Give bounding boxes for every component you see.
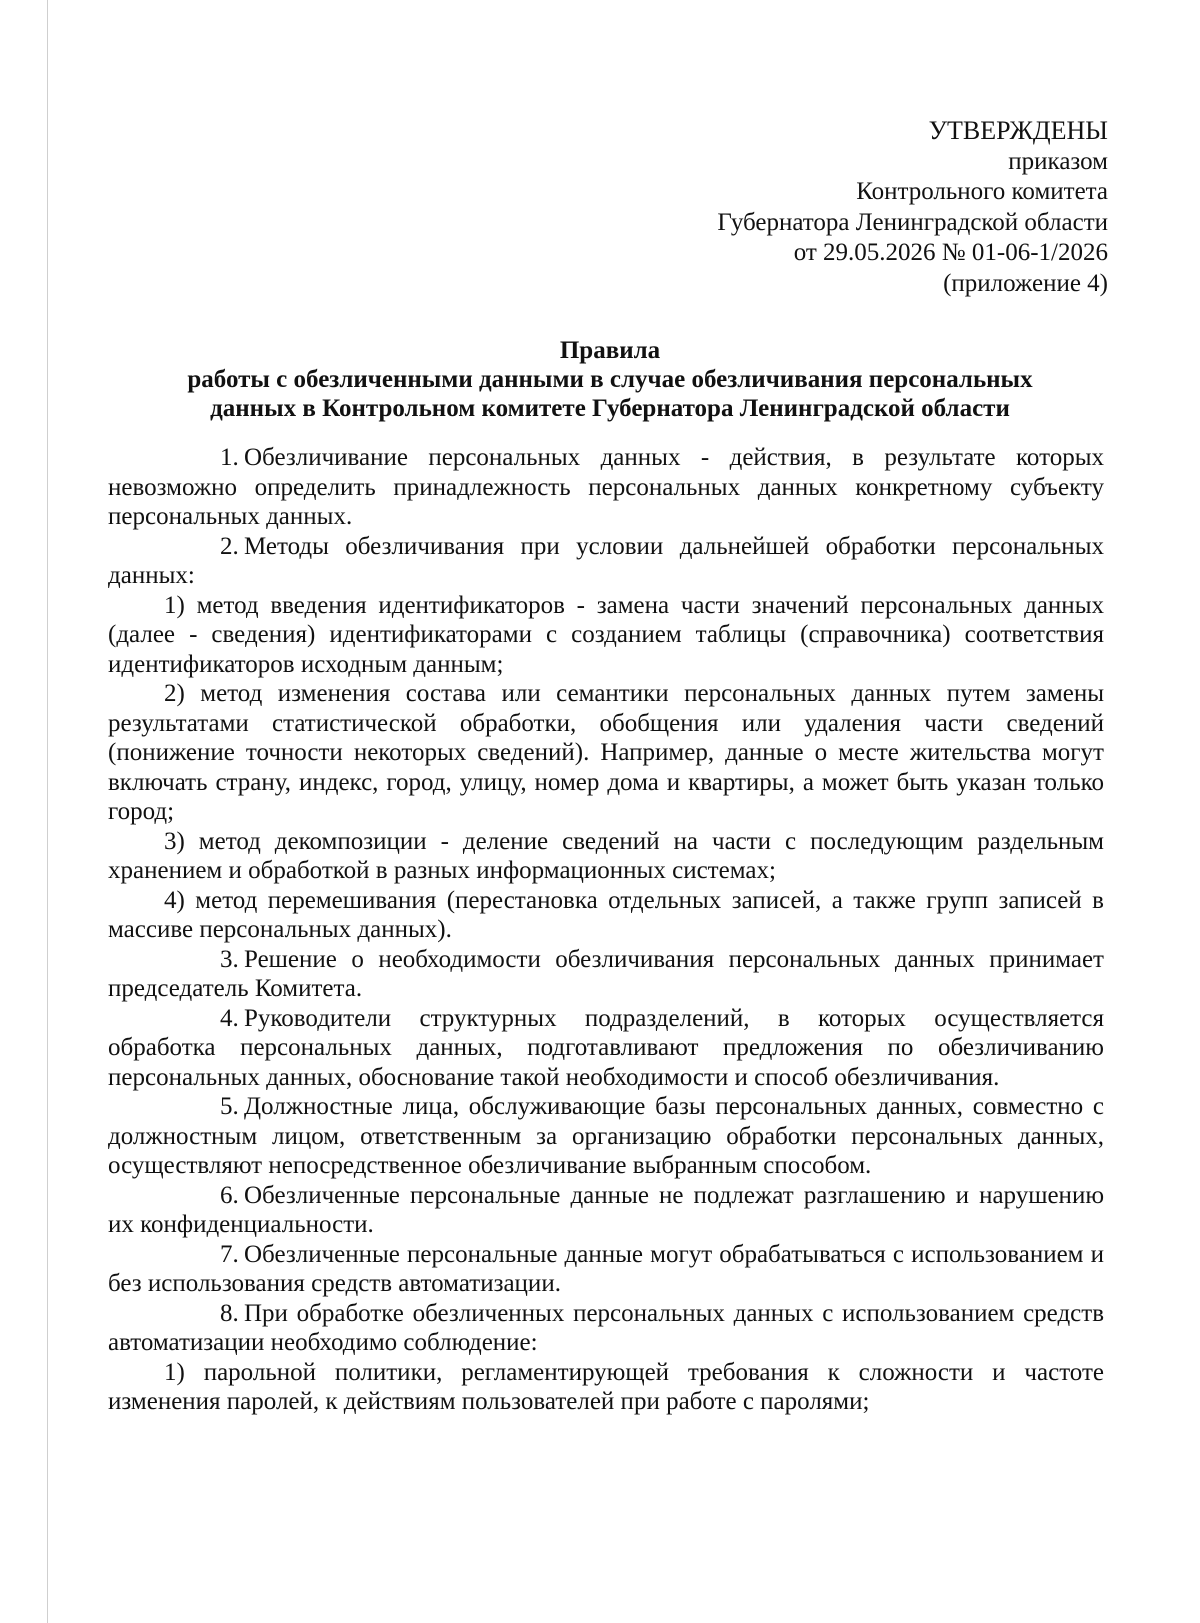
- paragraph-text: Методы обезличивания при условии дальнейшей обработки персональных данных:: [108, 532, 1104, 589]
- paragraph-7: [108, 1240, 1104, 1299]
- paragraph-text: 1) парольной политики, регламентирующей требования к сложности и частоте изменения паролей, к действиям пользователей при работе с паролями;: [108, 1358, 1104, 1415]
- paragraph-number: 1.: [220, 444, 239, 471]
- paragraph-1: [108, 443, 1104, 532]
- subparagraph-2-1: [108, 591, 1104, 680]
- subparagraph-2-3: [108, 827, 1104, 886]
- paragraph-number: 3.: [220, 945, 239, 973]
- paragraph-2: [108, 532, 1104, 591]
- title-line-3: данных в Контрольном комитете Губернатора Ленинградской области: [210, 395, 1010, 422]
- paragraph-text: Решение о необходимости обезличивания персональных данных принимает председатель Комитета.: [108, 945, 1104, 1002]
- approval-stamp-block: [408, 116, 1108, 299]
- paragraph-5: [108, 1092, 1104, 1181]
- paragraph-number: 6.: [220, 1181, 239, 1209]
- document-title: [110, 336, 1110, 423]
- approval-line: приказом: [1008, 147, 1108, 175]
- approval-line: Губернатора Ленинградской области: [717, 208, 1108, 236]
- paragraph-number: 2.: [220, 532, 239, 560]
- title-line-2: работы с обезличенными данными в случае обезличивания персональных: [187, 366, 1033, 393]
- subparagraph-2-2: [108, 679, 1104, 827]
- paragraph-4: [108, 1004, 1104, 1093]
- paragraph-3: [108, 945, 1104, 1004]
- paragraph-number: 8.: [220, 1299, 239, 1327]
- paragraph-text: Руководители структурных подразделений, в которых осуществляется обработка персональных данных, подготавливают предложения по обезличиванию персональных данных, обоснование такой необходимости и способ обезличивания.: [108, 1004, 1104, 1091]
- title-line-1: Правила: [559, 337, 661, 364]
- paragraph-text: Обезличенные персональные данные не подлежат разглашению и нарушению их конфиденциальности.: [108, 1181, 1104, 1238]
- paragraph-text: При обработке обезличенных персональных данных с использованием средств автоматизации необходимо соблюдение:: [108, 1299, 1104, 1356]
- paragraph-text: 3) метод декомпозиции - деление сведений на части с последующим раздельным хранением и обработкой в разных информационных системах;: [108, 827, 1104, 884]
- paragraph-text: 2) метод изменения состава или семантики персональных данных путем замены результатами статистической обработки, обобщения или удаления части сведений (понижение точности некоторых сведений). Например, данные о месте жительства могут включать страну, индекс, город, улицу, номер дома и квартиры, а может быть указан только город;: [108, 680, 1104, 825]
- paragraph-text: 1) метод введения идентификаторов - замена части значений персональных данных (далее - сведения) идентификаторами с созданием таблицы (справочника) соответствия идентификаторов исходным данным;: [108, 591, 1104, 678]
- paragraph-8: [108, 1299, 1104, 1358]
- approval-appendix: (приложение 4): [943, 269, 1108, 297]
- paragraph-text: Обезличенные персональные данные могут обрабатываться с использованием и без использования средств автоматизации.: [108, 1240, 1104, 1297]
- paragraph-text: Должностные лица, обслуживающие базы персональных данных, совместно с должностным лицом, ответственным за организацию обработки персональных данных, осуществляют непосредственное обезличивание выбранным способом.: [108, 1093, 1104, 1179]
- paragraph-text: Обезличивание персональных данных - действия, в результате которых невозможно определить принадлежность персональных данных конкретному субъекту персональных данных.: [108, 444, 1104, 530]
- scan-left-edge: [47, 0, 48, 1623]
- document-body: [108, 443, 1104, 1417]
- paragraph-6: [108, 1181, 1104, 1240]
- paragraph-number: 4.: [220, 1004, 239, 1032]
- paragraph-number: 5.: [220, 1093, 239, 1120]
- approval-date-number: от 29.05.2026 № 01-06-1/2026: [793, 239, 1108, 266]
- approval-line: Контрольного комитета: [856, 178, 1108, 205]
- subparagraph-2-4: [108, 886, 1104, 945]
- subparagraph-8-1: [108, 1358, 1104, 1417]
- paragraph-number: 7.: [220, 1240, 239, 1268]
- paragraph-text: 4) метод перемешивания (перестановка отдельных записей, а также групп записей в массиве персональных данных).: [108, 886, 1104, 943]
- approval-heading: УТВЕРЖДЕНЫ: [928, 116, 1108, 145]
